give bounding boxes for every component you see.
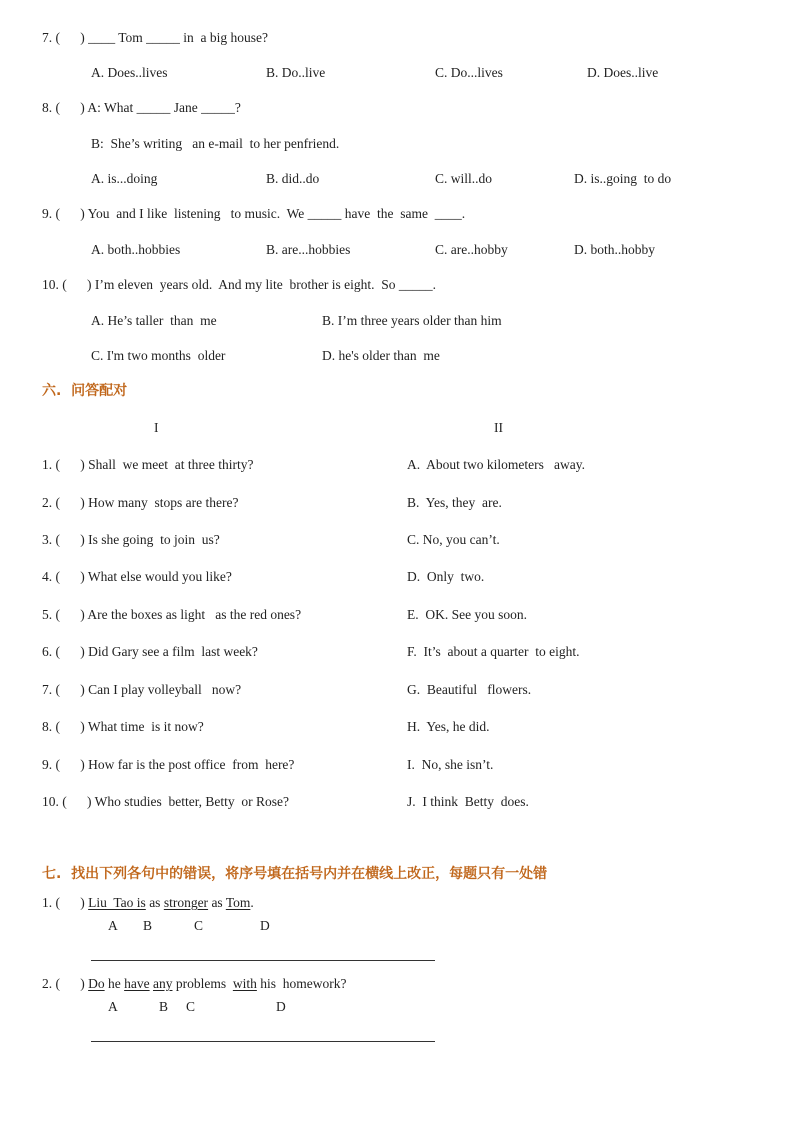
segment-label-b: B bbox=[159, 999, 169, 1014]
q10-option-d: D. he's older than me bbox=[322, 348, 440, 363]
question-8-dialogue-b: B: She’s writing an e-mail to her penfriend. bbox=[91, 136, 340, 151]
segment-c: Tom bbox=[225, 895, 251, 910]
match-answer: C. No, you can’t. bbox=[407, 532, 500, 547]
question-10-stem: 10. ( ) I’m eleven years old. And my lite brother is eight. So _____. bbox=[42, 277, 437, 292]
q7-option-d: D. Does..live bbox=[587, 65, 659, 80]
question-8-stem: 8. ( ) A: What _____ Jane _____? bbox=[42, 100, 241, 115]
match-question: 1. ( ) Shall we meet at three thirty? bbox=[42, 457, 254, 472]
q10-option-c: C. I'm two months older bbox=[91, 348, 226, 363]
segment-b: stronger bbox=[163, 895, 209, 910]
match-question: 8. ( ) What time is it now? bbox=[42, 719, 204, 734]
column-ii-heading: II bbox=[494, 420, 503, 435]
segment-label-a: A bbox=[108, 999, 118, 1014]
match-question: 4. ( ) What else would you like? bbox=[42, 569, 232, 584]
match-question: 5. ( ) Are the boxes as light as the red ones? bbox=[42, 607, 302, 622]
match-question: 6. ( ) Did Gary see a film last week? bbox=[42, 644, 258, 659]
q10-option-b: B. I’m three years older than him bbox=[322, 313, 502, 328]
match-answer: I. No, she isn’t. bbox=[407, 757, 494, 772]
section-7-heading: 七. 找出下列各句中的错误，将序号填在括号内并在横线上改正，每题只有一处错 bbox=[42, 866, 548, 882]
match-answer: H. Yes, he did. bbox=[407, 719, 490, 734]
match-answer: G. Beautiful flowers. bbox=[407, 682, 532, 697]
answer-line[interactable] bbox=[91, 960, 435, 961]
q10-option-a: A. He’s taller than me bbox=[91, 313, 217, 328]
segment-b: have bbox=[124, 976, 150, 991]
error-question-1 bbox=[42, 894, 254, 912]
question-number: 1. ( ) bbox=[42, 895, 85, 910]
match-question: 10. ( ) Who studies better, Betty or Rose? bbox=[42, 794, 290, 809]
segment-label-b: B bbox=[143, 918, 153, 933]
match-question: 3. ( ) Is she going to join us? bbox=[42, 532, 220, 547]
segment-c: any bbox=[152, 976, 173, 991]
match-answer: E. OK. See you soon. bbox=[407, 607, 527, 622]
q7-option-a: A. Does..lives bbox=[91, 65, 168, 80]
match-answer: J. I think Betty does. bbox=[407, 794, 529, 809]
plain-word: as bbox=[149, 895, 161, 910]
sentence-end: his homework? bbox=[260, 976, 347, 991]
match-question: 9. ( ) How far is the post office from here? bbox=[42, 757, 295, 772]
question-number: 2. ( ) bbox=[42, 976, 85, 991]
segment-label-d: D bbox=[260, 918, 270, 933]
segment-a: Do bbox=[88, 976, 105, 991]
match-answer: D. Only two. bbox=[407, 569, 485, 584]
q7-option-b: B. Do..live bbox=[266, 65, 326, 80]
segment-label-d: D bbox=[276, 999, 286, 1014]
segment-label-c: C bbox=[186, 999, 196, 1014]
q8-option-b: B. did..do bbox=[266, 171, 320, 186]
q8-option-a: A. is...doing bbox=[91, 171, 158, 186]
question-7-stem: 7. ( ) ____ Tom _____ in a big house? bbox=[42, 30, 269, 45]
q8-option-c: C. will..do bbox=[435, 171, 493, 186]
segment-d: with bbox=[232, 976, 257, 991]
plain-word: problems bbox=[175, 976, 227, 991]
error-question-2 bbox=[42, 975, 346, 993]
section-6-heading: 六. 问答配对 bbox=[42, 383, 128, 399]
plain-word: he bbox=[108, 976, 121, 991]
plain-word: as bbox=[211, 895, 223, 910]
column-i-heading: I bbox=[154, 420, 159, 435]
q7-option-c: C. Do...lives bbox=[435, 65, 503, 80]
answer-line[interactable] bbox=[91, 1041, 435, 1042]
q9-option-a: A. both..hobbies bbox=[91, 242, 181, 257]
match-answer: F. It’s about a quarter to eight. bbox=[407, 644, 580, 659]
question-9-stem: 9. ( ) You and I like listening to music. We _____ have the same ____. bbox=[42, 206, 466, 221]
q9-option-b: B. are...hobbies bbox=[266, 242, 351, 257]
q9-option-c: C. are..hobby bbox=[435, 242, 508, 257]
match-answer: B. Yes, they are. bbox=[407, 495, 502, 510]
sentence-end: . bbox=[250, 895, 254, 910]
q9-option-d: D. both..hobby bbox=[574, 242, 655, 257]
segment-label-c: C bbox=[194, 918, 204, 933]
match-question: 2. ( ) How many stops are there? bbox=[42, 495, 239, 510]
match-question: 7. ( ) Can I play volleyball now? bbox=[42, 682, 242, 697]
q8-option-d: D. is..going to do bbox=[574, 171, 672, 186]
segment-a: Liu Tao is bbox=[88, 895, 146, 910]
segment-label-a: A bbox=[108, 918, 118, 933]
match-answer: A. About two kilometers away. bbox=[407, 457, 585, 472]
